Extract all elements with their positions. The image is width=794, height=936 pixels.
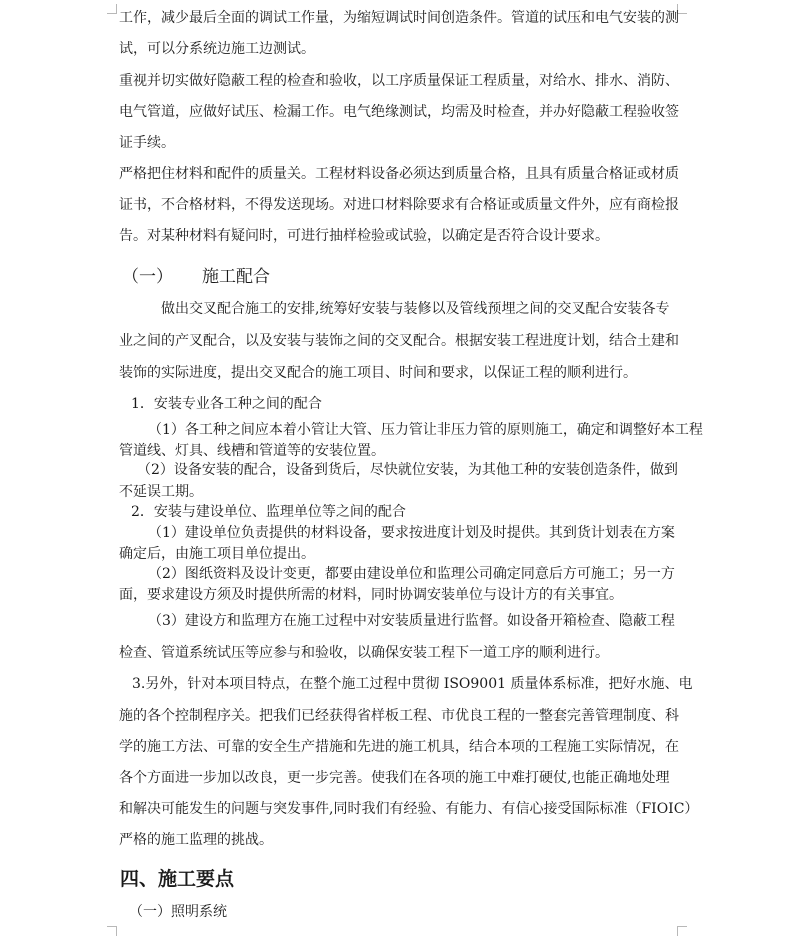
body-text-line: 施的各个控制程序关。把我们已经获得省样板工程、市优良工程的一整套完善管理制度、科: [119, 708, 679, 724]
body-text-line: 严格把住材料和配件的质量关。工程材料设备必须达到质量合格，且具有质量合格证或材质: [119, 166, 679, 182]
section-number: （一）: [122, 267, 173, 287]
list-item-heading: 2．安装与建设单位、监理单位等之间的配合: [131, 504, 406, 520]
list-item: 不延误工期。: [119, 484, 203, 500]
page-corner-mark: [107, 926, 117, 936]
body-text-line: 重视并切实做好隐蔽工程的检查和验收，以工序质量保证工程质量，对给水、排水、消防、: [119, 73, 679, 89]
body-text-line: 业之间的产叉配合，以及安装与装饰之间的交叉配合。根据安装工程进度计划，结合土建和: [119, 333, 679, 349]
body-text-line: 3.另外，针对本项目特点，在整个施工过程中贯彻 ISO9001 质量体系标准，把好水施、电: [132, 676, 693, 692]
section-heading: [122, 262, 270, 287]
list-item: （2）图纸资料及设计变更，都要由建设单位和监理公司确定同意后方可施工；另一方: [148, 566, 675, 582]
list-item: 检查、管道系统试压等应参与和验收，以确保安装工程下一道工序的顺利进行。: [119, 645, 609, 661]
body-text-line: 证手续。: [119, 135, 175, 151]
page-corner-mark: [107, 4, 117, 14]
body-text-line: 学的施工方法、可靠的安全生产措施和先进的施工机具，结合本项的工程施工实际情况，在: [119, 739, 679, 755]
list-item: 确定后，由施工项目单位提出。: [119, 546, 315, 562]
page-corner-mark: [677, 926, 687, 936]
list-item: 面，要求建设方须及时提供所需的材料，同时协调安装单位与设计方的有关事宜。: [119, 587, 623, 603]
body-text-line: 装饰的实际进度，提出交叉配合的施工项目、时间和要求，以保证工程的顺利进行。: [119, 365, 637, 381]
body-text-line: 严格的施工监理的挑战。: [119, 832, 273, 848]
list-item-heading: 1．安装专业各工种之间的配合: [131, 396, 322, 412]
body-text-line: 试，可以分系统边施工边测试。: [119, 41, 315, 57]
list-item: （1）各工种之间应本着小管让大管、压力管让非压力管的原则施工，确定和调整好本工程: [148, 422, 703, 438]
body-text-line: 电气管道，应做好试压、检漏工作。电气绝缘测试，均需及时检查，并办好隐蔽工程验收签: [119, 104, 679, 120]
body-text-line: 证书，不合格材料，不得发送现场。对进口材料除要求有合格证或质量文件外，应有商检报: [119, 197, 679, 213]
subsection-heading: （一）照明系统: [129, 904, 227, 920]
body-text-line: 各个方面进一步加以改良，更一步完善。使我们在各项的施工中难打硬仗,也能正确地处理: [119, 770, 670, 786]
list-item: （3）建设方和监理方在施工过程中对安装质量进行监督。如设备开箱检查、隐蔽工程: [148, 613, 675, 629]
list-item: （1）建设单位负责提供的材料设备，要求按进度计划及时提供。其到货计划表在方案: [148, 525, 675, 541]
body-text-line: 工作，减少最后全面的调试工作量，为缩短调试时间创造条件。管道的试压和电气安装的测: [119, 10, 679, 26]
list-item: 管道线、灯具、线槽和管道等的安装位置。: [119, 443, 385, 459]
list-item: （2）设备安装的配合，设备到货后，尽快就位安装，为其他工种的安装创造条件，做到: [137, 462, 678, 478]
section-title: 施工配合: [202, 267, 270, 287]
body-text-line: 和解决可能发生的问题与突发事件,同时我们有经验、有能力、有信心接受国际标准（FIOIC）: [119, 801, 699, 817]
body-text-line: 做出交叉配合施工的安排,统筹好安装与装修以及管线预埋之间的交叉配合安装各专: [161, 301, 670, 317]
body-text-line: 告。对某种材料有疑问时，可进行抽样检验或试验，以确定是否符合设计要求。: [119, 228, 609, 244]
chapter-heading: 四、施工要点: [120, 868, 235, 890]
